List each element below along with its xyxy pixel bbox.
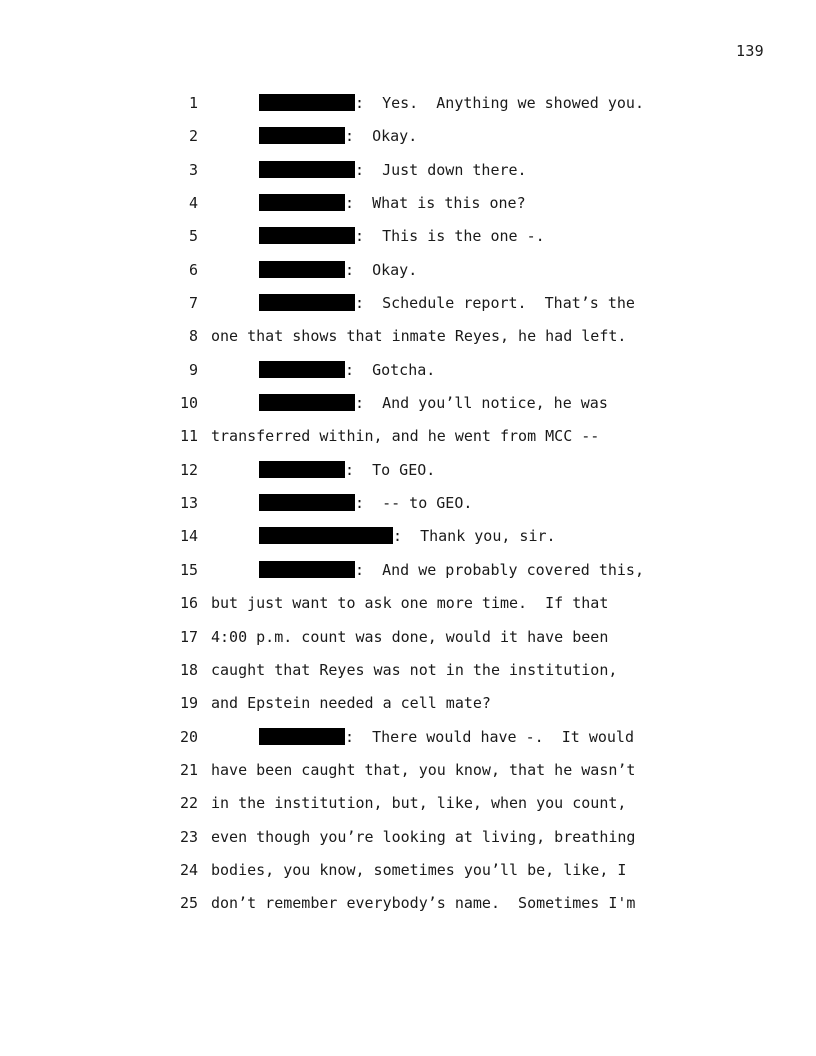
line-number: 25 xyxy=(179,894,198,913)
transcript-line xyxy=(0,187,816,220)
transcript-line xyxy=(0,520,816,553)
line-number: 7 xyxy=(188,294,198,313)
line-text: : Yes. Anything we showed you. xyxy=(355,94,644,112)
line-content xyxy=(211,887,635,920)
transcript-line xyxy=(0,721,816,754)
line-content xyxy=(259,187,526,220)
line-text: : -- to GEO. xyxy=(355,494,473,513)
line-content xyxy=(259,120,417,153)
line-number: 24 xyxy=(179,860,198,879)
redacted-speaker-name xyxy=(259,94,355,111)
redacted-speaker-name xyxy=(259,561,355,578)
line-content xyxy=(259,454,435,487)
transcript-line xyxy=(0,854,816,887)
redacted-speaker-name xyxy=(259,294,355,311)
transcript-line xyxy=(0,220,816,253)
transcript-line xyxy=(0,654,816,687)
line-text: have been caught that, you know, that he wasn’t xyxy=(211,760,636,779)
line-number: 12 xyxy=(179,460,198,479)
line-number: 8 xyxy=(188,327,198,346)
transcript-line xyxy=(0,554,816,587)
line-text: even though you’re looking at living, breathing xyxy=(211,827,636,846)
line-content xyxy=(211,320,626,353)
line-text: : Just down there. xyxy=(355,160,527,179)
transcript-line xyxy=(0,287,816,320)
line-content xyxy=(211,854,626,887)
line-number: 11 xyxy=(179,427,198,446)
redacted-speaker-name xyxy=(259,361,345,378)
line-number: 6 xyxy=(188,260,198,279)
line-text: : There would have -. It would xyxy=(345,727,634,746)
line-text: : And we probably covered this, xyxy=(355,560,644,579)
line-text: caught that Reyes was not in the institution, xyxy=(211,660,618,679)
line-content xyxy=(211,821,635,854)
line-text: bodies, you know, sometimes you’ll be, like, I xyxy=(211,860,627,879)
redacted-speaker-name xyxy=(259,527,393,544)
line-content xyxy=(211,654,617,687)
transcript-line xyxy=(0,87,816,120)
line-content xyxy=(259,487,472,520)
line-text: : Gotcha. xyxy=(345,360,436,379)
transcript-line xyxy=(0,487,816,520)
line-text: : Schedule report. That’s the xyxy=(355,294,635,313)
line-content xyxy=(211,754,635,787)
line-number: 22 xyxy=(179,794,198,813)
line-number: 17 xyxy=(179,627,198,646)
line-content xyxy=(211,687,491,720)
transcript-line xyxy=(0,154,816,187)
line-number: 1 xyxy=(188,94,198,112)
line-number: 9 xyxy=(188,360,198,379)
line-content xyxy=(259,220,545,253)
line-number: 19 xyxy=(179,694,198,713)
line-text: : This is the one -. xyxy=(355,227,545,246)
line-content xyxy=(259,354,435,387)
line-text: transferred within, and he went from MCC -- xyxy=(211,427,600,446)
line-number: 14 xyxy=(179,527,198,546)
line-text: don’t remember everybody’s name. Sometimes I'm xyxy=(211,894,636,913)
line-text: : Okay. xyxy=(345,127,418,146)
line-content xyxy=(259,554,644,587)
line-number: 21 xyxy=(179,760,198,779)
line-text: 4:00 p.m. count was done, would it have been xyxy=(211,627,609,646)
line-content xyxy=(259,721,634,754)
transcript-line xyxy=(0,387,816,420)
line-text: : Thank you, sir. xyxy=(393,527,556,546)
line-content xyxy=(211,621,608,654)
redacted-speaker-name xyxy=(259,127,345,144)
line-content xyxy=(259,287,635,320)
transcript-line xyxy=(0,821,816,854)
transcript-line xyxy=(0,120,816,153)
transcript-line xyxy=(0,320,816,353)
line-text: in the institution, but, like, when you count, xyxy=(211,794,627,813)
line-text: : Okay. xyxy=(345,260,418,279)
page-number: 139 xyxy=(736,42,764,60)
transcript-line xyxy=(0,354,816,387)
redacted-speaker-name xyxy=(259,194,345,211)
line-text: : What is this one? xyxy=(345,194,526,213)
line-number: 3 xyxy=(188,160,198,179)
redacted-speaker-name xyxy=(259,161,355,178)
line-number: 20 xyxy=(179,727,198,746)
redacted-speaker-name xyxy=(259,394,355,411)
line-content xyxy=(259,387,608,420)
line-number: 13 xyxy=(179,494,198,513)
transcript-line xyxy=(0,754,816,787)
transcript-line xyxy=(0,787,816,820)
line-text: one that shows that inmate Reyes, he had left. xyxy=(211,327,627,346)
transcript-line xyxy=(0,887,816,920)
transcript-body xyxy=(0,87,816,921)
redacted-speaker-name xyxy=(259,728,345,745)
line-content xyxy=(259,520,556,553)
line-number: 2 xyxy=(188,127,198,146)
line-content xyxy=(259,254,417,287)
line-content xyxy=(211,787,626,820)
line-text: : And you’ll notice, he was xyxy=(355,394,608,413)
transcript-line xyxy=(0,254,816,287)
line-content xyxy=(259,87,644,120)
line-text: but just want to ask one more time. If that xyxy=(211,594,609,613)
line-number: 15 xyxy=(179,560,198,579)
transcript-line xyxy=(0,454,816,487)
transcript-line xyxy=(0,687,816,720)
line-number: 4 xyxy=(188,194,198,213)
line-content xyxy=(259,154,527,187)
redacted-speaker-name xyxy=(259,261,345,278)
line-number: 10 xyxy=(179,394,198,413)
line-number: 18 xyxy=(179,660,198,679)
redacted-speaker-name xyxy=(259,494,355,511)
transcript-line xyxy=(0,621,816,654)
transcript-line xyxy=(0,420,816,453)
line-number: 5 xyxy=(188,227,198,246)
redacted-speaker-name xyxy=(259,227,355,244)
line-text: : To GEO. xyxy=(345,460,436,479)
line-number: 16 xyxy=(179,594,198,613)
line-number: 23 xyxy=(179,827,198,846)
redacted-speaker-name xyxy=(259,461,345,478)
line-content xyxy=(211,587,608,620)
line-text: and Epstein needed a cell mate? xyxy=(211,694,491,713)
line-content xyxy=(211,420,599,453)
transcript-line xyxy=(0,587,816,620)
